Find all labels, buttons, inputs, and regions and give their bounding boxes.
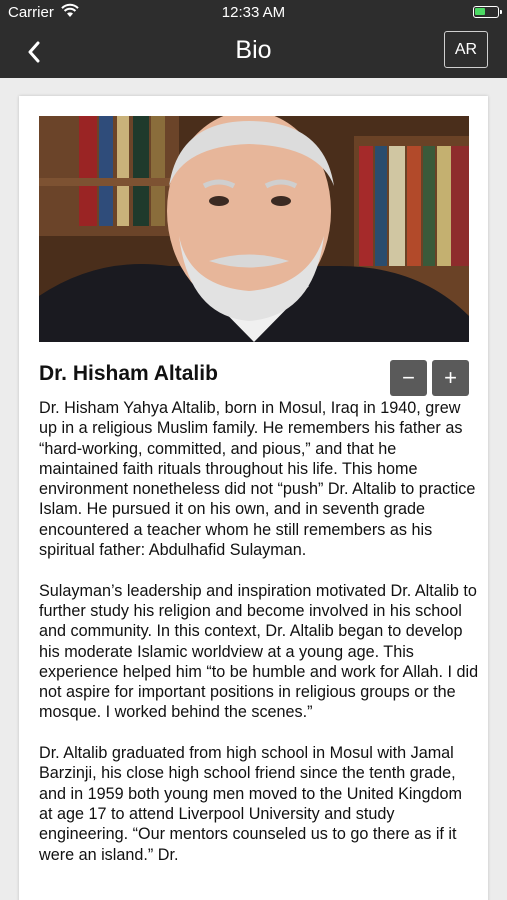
status-time: 12:33 AM: [221, 4, 286, 21]
profile-photo: [39, 116, 469, 342]
bio-card: [19, 96, 488, 900]
decrease-font-button[interactable]: −: [390, 360, 427, 396]
bio-paragraph: Dr. Hisham Yahya Altalib, born in Mosul, Iraq in 1940, grew up in a religious Muslim family. He remembers his father as “hard-working, committed, and pious,” and that he maintained faith rituals throughout his life. This home environment nonetheless did not “push” Dr. Altalib to practice Islam. He pursued it on his own, and in seventh grade encountered a teacher whom he still remembers as his spiritual father: Abdulhafid Sulayman.: [39, 399, 476, 560]
page-title: Bio: [235, 36, 272, 64]
battery-icon: [473, 6, 499, 18]
bio-text: [39, 398, 479, 885]
bio-paragraph: Dr. Altalib graduated from high school in Mosul with Jamal Barzinji, his close high school friend since the tenth grade, and in 1959 both young men moved to the United Kingdom at age 17 to attend Liverpool University and study engineering. “Our mentors counseled us to go there as if it were an island.” Dr.: [39, 744, 462, 864]
increase-font-button[interactable]: +: [432, 360, 469, 396]
nav-bar: [0, 26, 507, 78]
language-toggle-button[interactable]: AR: [444, 31, 488, 68]
bio-paragraph: Sulayman’s leadership and inspiration motivated Dr. Altalib to further study his religion and become involved in his school and community. In this context, Dr. Altalib began to develop his moderate Islamic worldview at a young age. This experience helped him “to be humble and work for Allah. I did not aspire for important positions in religious groups or the mosque. I worked behind the scenes.”: [39, 581, 479, 722]
carrier-label: Carrier: [8, 4, 54, 21]
status-bar: [0, 0, 507, 26]
profile-name: Dr. Hisham Altalib: [39, 362, 218, 385]
